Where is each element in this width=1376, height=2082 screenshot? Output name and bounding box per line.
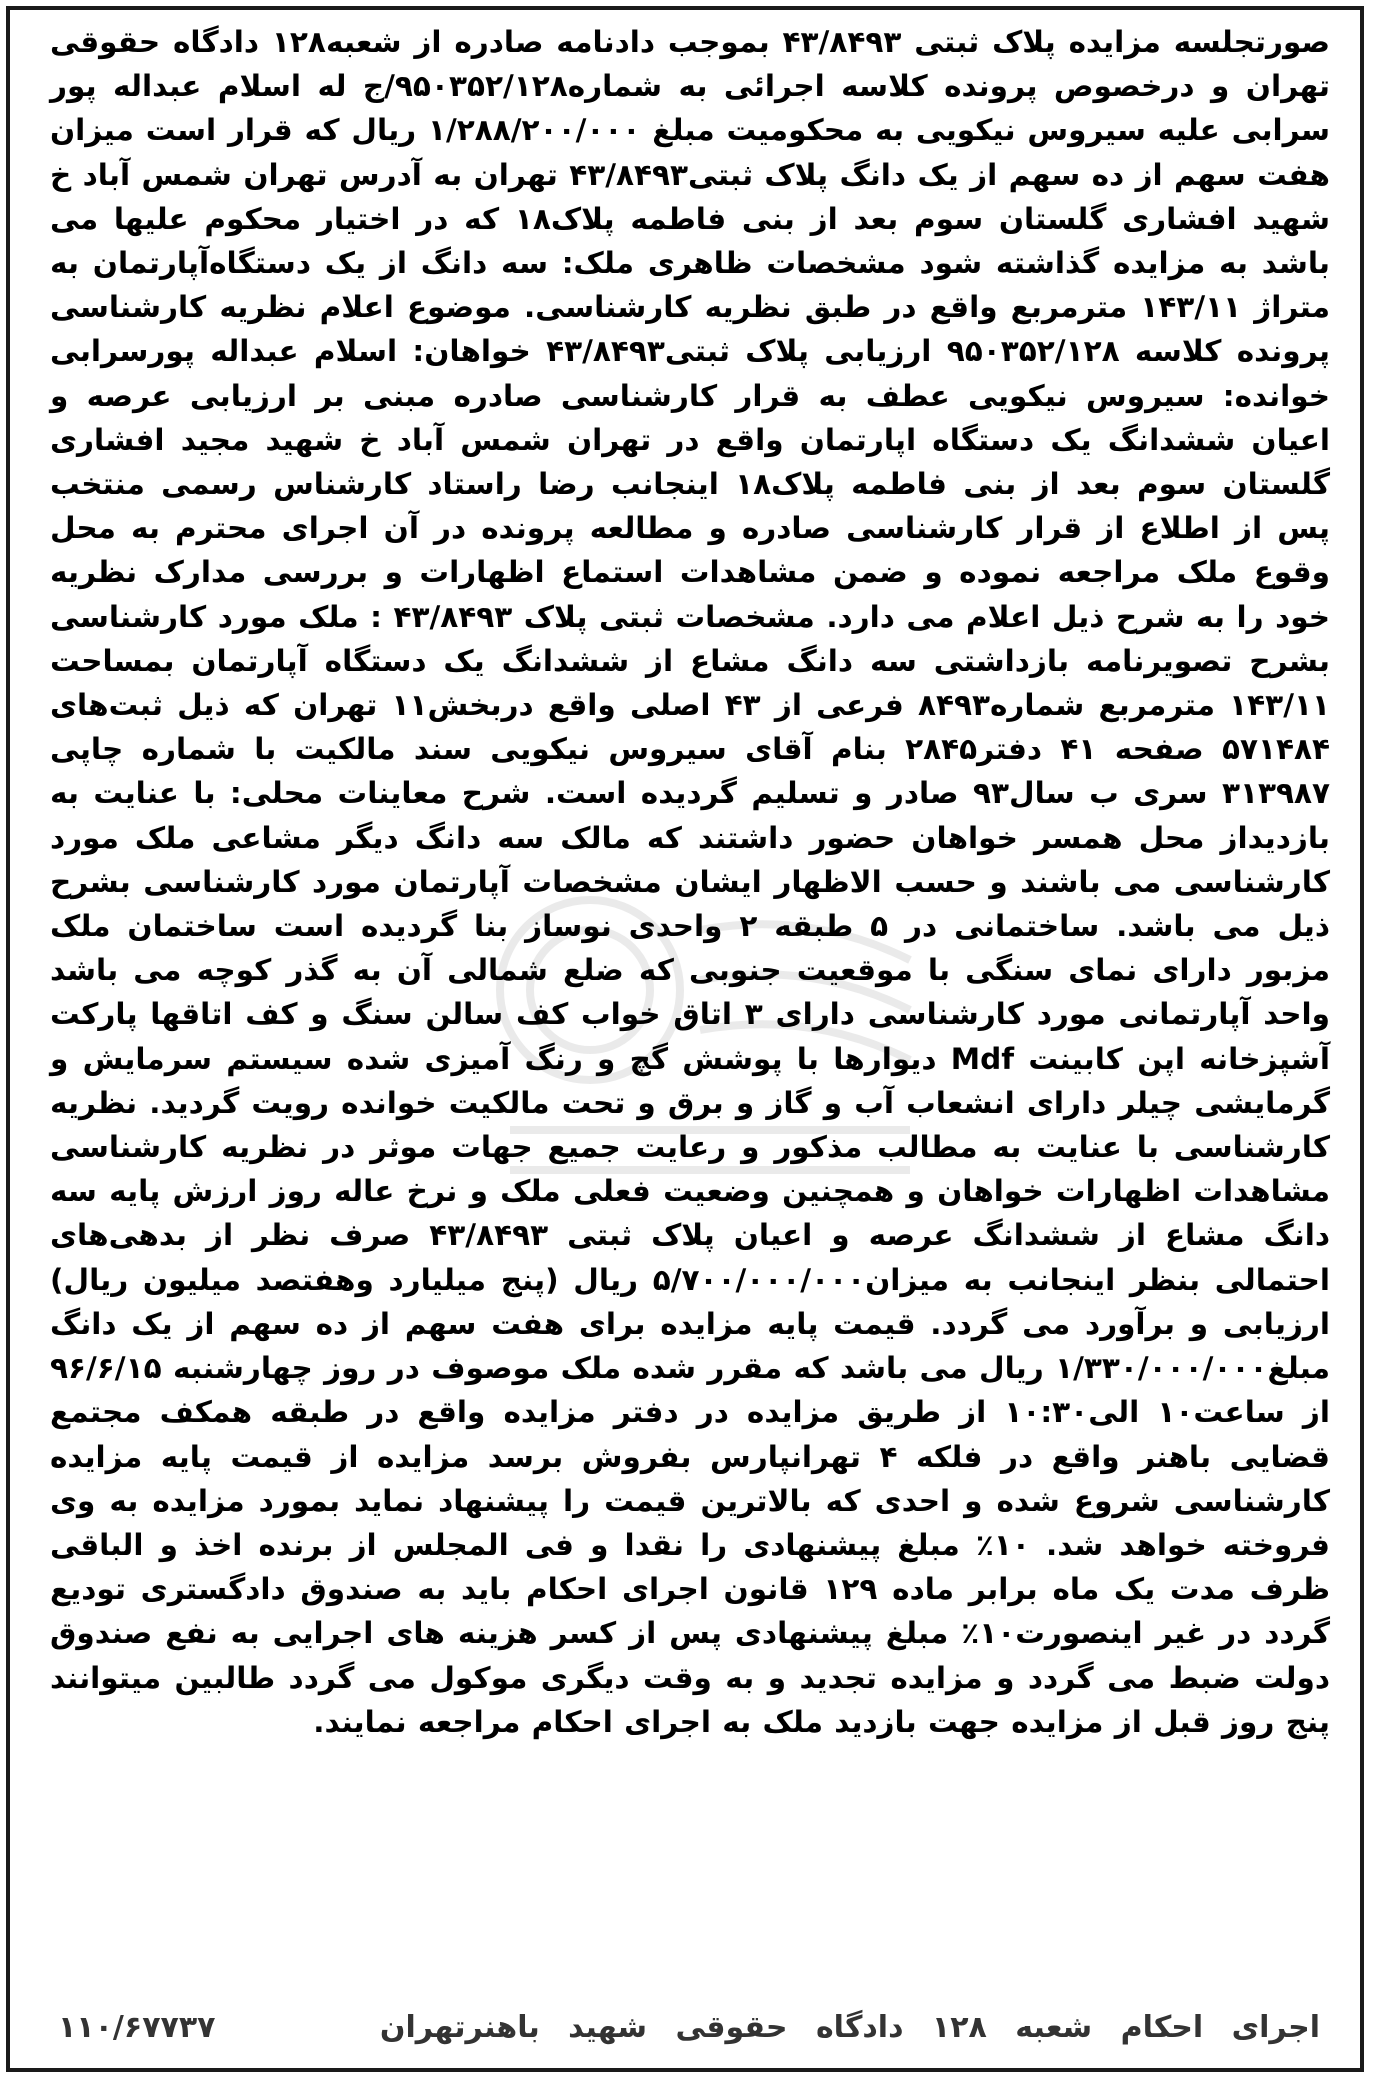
notice-text: صورتجلسه مزایده پلاک ثبتی ۴۳/۸۴۹۳ بموجب دادنامه صادره از شعبه۱۲۸ دادگاه حقوقی تهران و درخصوص پرونده کلاسه اجرائی به شماره۹۵۰۳۵۲/۱۲۸/ج له اسلام عبداله پور سرابی علیه سیروس نیکویی به محکومیت مبلغ ۱/۲۸۸/۲۰۰/۰۰۰ ریال که قرار است میزان هفت سهم از ده سهم از یک دانگ پلاک ثبتی۴۳/۸۴۹۳ تهران به آدرس تهران شمس آباد خ شهید افشاری گلستان سوم بعد از بنی فاطمه پلاک۱۸ که در اختیار محکوم علیها می باشد به مزایده گذاشته شود مشخصات ظاهری ملک: سه دانگ از یک دستگاه‌آپارتمان به متراژ ۱۴۳/۱۱ مترمربع واقع در طبق نظریه کارشناسی. موضوع اعلام نظریه کارشناسی پرونده کلاسه ۹۵۰۳۵۲/۱۲۸ ارزیابی پلاک ثبتی۴۳/۸۴۹۳ خواهان: اسلام عبداله پورسرابی خوانده: سیروس نیکویی عطف به قرار کارشناسی صادره مبنی بر ارزیابی عرصه و اعیان ششدانگ یک دستگاه اپارتمان واقع در تهران شمس آباد خ شهید مجید افشاری گلستان سوم بعد از بنی فاطمه پلاک۱۸ اینجانب رضا راستاد کارشناس رسمی منتخب پس از اطلاع از قرار کارشناسی صادره و مطالعه پرونده در آن اجرای محترم به محل وقوع ملک مراجعه نموده و ضمن مشاهدات استماع اظهارات و بررسی مدارک نظریه خود را به شرح ذیل اعلام می دارد. مشخصات ثبتی پلاک ۴۳/۸۴۹۳ : ملک مورد کارشناسی بشرح تصویرنامه بازداشتی سه دانگ مشاع از ششدانگ یک دستگاه آپارتمان بمساحت ۱۴۳/۱۱ مترمربع شماره۸۴۹۳ فرعی از ۴۳ اصلی واقع دربخش۱۱ تهران که ذیل ثبت‌های ۵۷۱۴۸۴ صفحه ۴۱ دفتر۲۸۴۵ بنام آقای سیروس نیکویی سند مالکیت با شماره چاپی ۳۱۳۹۸۷ سری ب سال۹۳ صادر و تسلیم گردیده است. شرح معاینات محلی: با عنایت به بازدیداز محل همسر خواهان حضور داشتند که مالک سه دانگ دیگر مشاعی ملک مورد کارشناسی می باشند و حسب الاظهار ایشان مشخصات آپارتمان مورد کارشناسی بشرح ذیل می باشد. ساختمانی در ۵ طبقه ۲ واحدی نوساز بنا گردیده است ساختمان ملک مزبور دارای نمای سنگی با موقعیت جنوبی که ضلع شمالی آن به گذر کوچه می باشد واحد آپارتمانی مورد کارشناسی دارای ۳ اتاق خواب کف سالن سنگ و کف اتاقها پارکت آشپزخانه اپن کابینت Mdf دیوارها با پوشش گچ و رنگ آمیزی شده سیستم سرمایش و گرمایشی چیلر دارای انشعاب آب و گاز و برق و تحت مالکیت خوانده رویت گردید. نظریه کارشناسی با عنایت به مطالب مذکور و رعایت جمیع جهات موثر در نظریه کارشناسی مشاهدات اظهارات خواهان و همچنین وضعیت فعلی ملک و نرخ عاله روز ارزش پایه سه دانگ مشاع از ششدانگ عرصه و اعیان پلاک ثبتی ۴۳/۸۴۹۳ صرف نظر از بدهی‌های احتمالی بنظر اینجانب به میزان۵/۷۰۰/۰۰۰/۰۰۰ ریال (پنج میلیارد وهفتصد میلیون ریال) ارزیابی و برآورد می گردد. قیمت پایه مزایده برای هفت سهم از ده سهم از یک دانگ مبلغ۱/۳۳۰/۰۰۰/۰۰۰ ریال می باشد که مقرر شده ملک موصوف در روز چهارشنبه ۹۶/۶/۱۵ از ساعت۱۰ الی۱۰:۳۰ از طریق مزایده در دفتر مزایده واقع در طبقه همکف مجتمع قضایی باهنر واقع در فلکه ۴ تهرانپارس بفروش برسد مزایده از قیمت پایه مزایده کارشناسی شروع شده و احدی که بالاترین قیمت را پیشنهاد نماید بمورد مزایده به وی فروخته خواهد شد. ۱۰٪ مبلغ پیشنهادی را نقدا و فی المجلس از برنده اخذ و الباقی ظرف مدت یک ماه برابر ماده ۱۲۹ قانون اجرای احکام باید به صندوق دادگستری تودیع گردد در غیر اینصورت۱۰٪ مبلغ پیشنهادی پس از کسر هزینه های اجرایی به نفع صندوق دولت ضبط می گردد و مزایده تجدید و به وقت دیگری موکول می گردد طالبین میتوانند پنج روز قبل از مزایده جهت بازدید ملک به اجرای احکام مراجعه نمایند. <box>50 25 1331 1739</box>
notice-code: ۱۱۰/۶۷۷۳۷ <box>58 2010 216 2045</box>
notice-body <box>50 20 1330 1744</box>
notice-frame <box>6 6 1364 2072</box>
issuer-signature: اجرای احکام شعبه ۱۲۸ دادگاه حقوقی شهید باهنرتهران <box>379 2010 1320 2045</box>
notice-footer <box>58 2006 1320 2050</box>
